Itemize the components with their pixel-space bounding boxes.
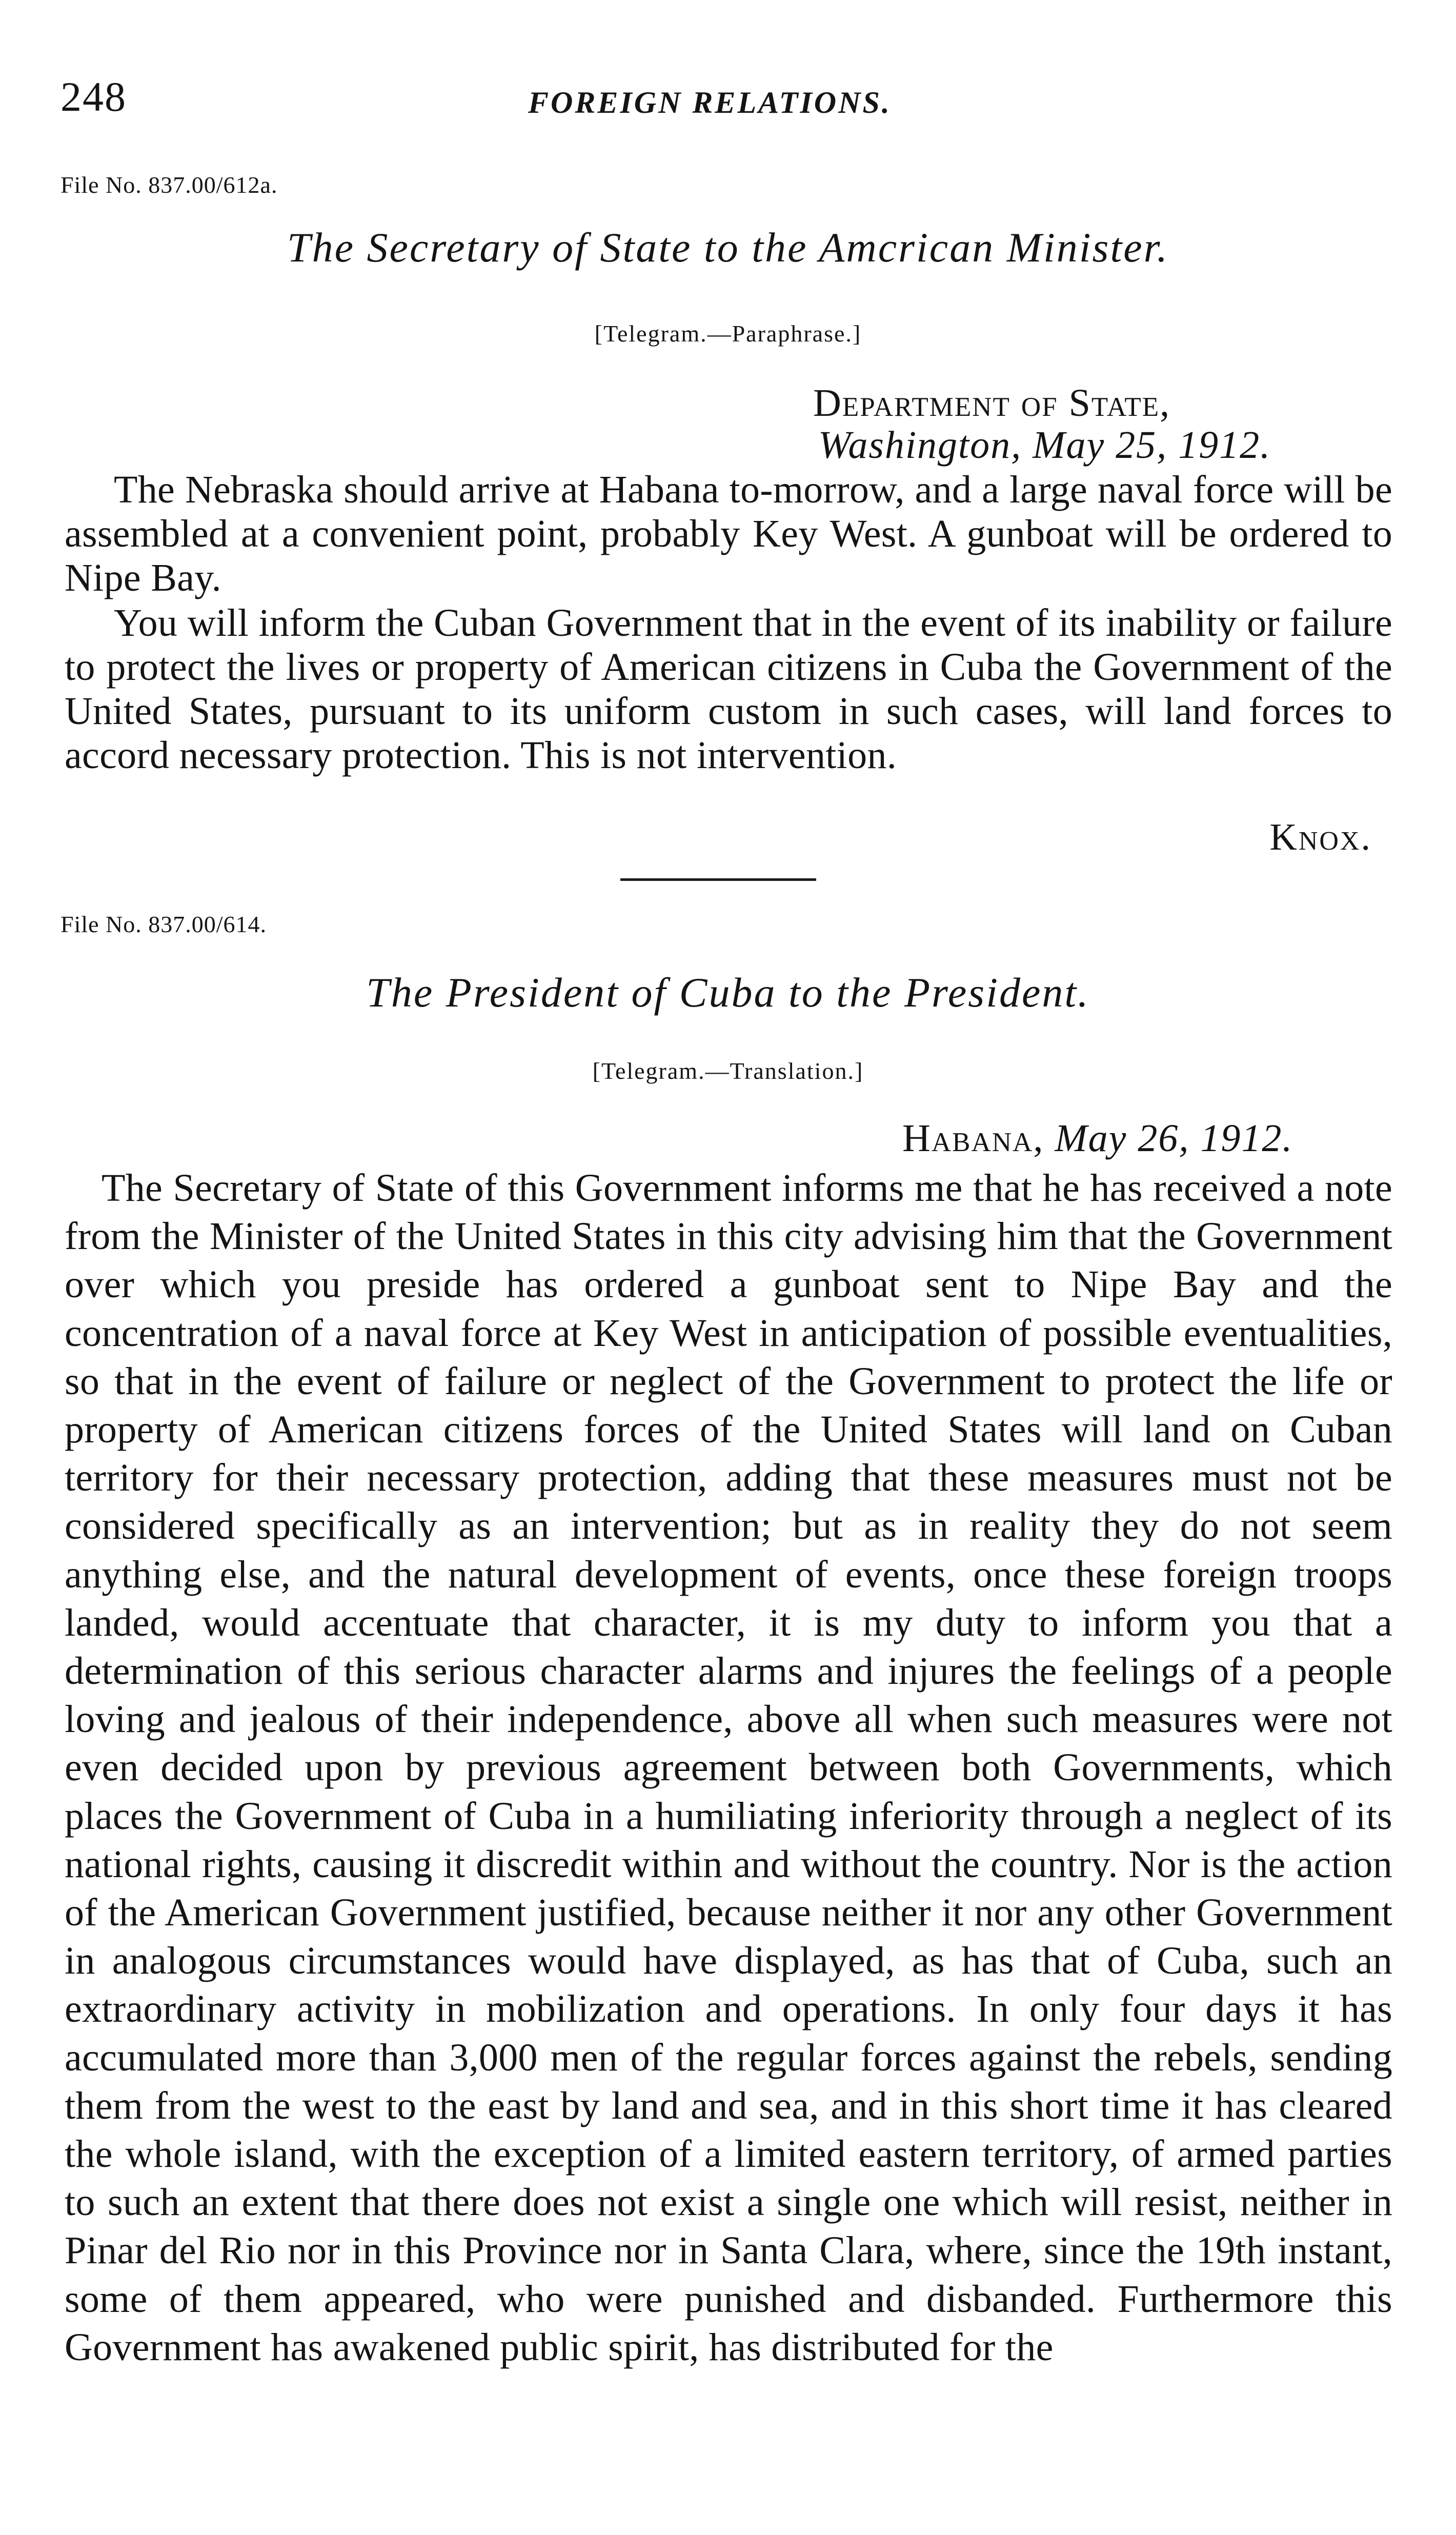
body-paragraph: You will inform the Cuban Government that in the event of its inability or failure to protect the lives or property of American citizens in Cuba the Government of the United States, pursuant to its uniform custom in such cases, will land forces to accord necessary protection. This is not intervention. <box>65 601 1392 777</box>
telegram-note: [Telegram.—Paraphrase.] <box>594 320 862 347</box>
document-heading: The Secretary of State to the Amcrican Minister. <box>287 224 1169 271</box>
telegram-note: [Telegram.—Translation.] <box>592 1058 864 1084</box>
file-number: File No. 837.00/614. <box>60 911 267 937</box>
file-number: File No. 837.00/612a. <box>60 172 278 198</box>
dateline-place: Department of State, <box>813 381 1171 425</box>
dateline <box>902 1119 1293 1158</box>
dateline-date: May 26, 1912. <box>1055 1117 1293 1160</box>
running-title: FOREIGN RELATIONS. <box>528 86 892 119</box>
dateline-date: Washington, May 25, 1912. <box>818 424 1271 467</box>
section-divider <box>620 878 816 881</box>
document-heading: The President of Cuba to the President. <box>366 969 1090 1016</box>
body-paragraph: The Nebraska should arrive at Habana to-morrow, and a large naval force will be assembled at a convenient point, probably Key West. A gunboat will be ordered to Nipe Bay. <box>65 468 1392 599</box>
signature: Knox. <box>1269 816 1372 858</box>
page-number: 248 <box>60 73 127 120</box>
body-paragraph: The Secretary of State of this Government informs me that he has received a note from the Minister of the United States in this city advising him that the Government over which you preside has ordered a gunboat sent to Nipe Bay and the concentration of a naval force at Key West in anticipation of possible eventualities, so that in the event of failure or neglect of the Government to protect the life or property of American citizens forces of the United States will land on Cuban territory for their necessary protection, adding that these measures must not be considered specifically as an intervention; but as in reality they do not seem anything else, and the natural development of events, once these foreign troops landed, would accentuate that character, it is my duty to inform you that a determination of this serious character alarms and injures the feelings of a people loving and jealous of their independence, above all when such measures were not even decided upon by previous agreement between both Governments, which places the Government of Cuba in a humiliating inferiority through a neglect of its national rights, causing it discredit within and without the country. Nor is the action of the American Government justified, because neither it nor any other Government in analogous circumstances would have displayed, as has that of Cuba, such an extraordinary activity in mobilization and operations. In only four days it has accumulated more than 3,000 men of the regular forces against the rebels, sending them from the west to the east by land and sea, and in this short time it has cleared the whole island, with the exception of a limited eastern territory, of armed parties to such an extent that there does not exist a single one which will resist, neither in Pinar del Rio nor in this Province nor in Santa Clara, where, since the 19th instant, some of them appeared, who were punished and disbanded. Furthermore this Government has awakened public spirit, has distributed for the <box>65 1166 1392 2369</box>
dateline-place: Habana, <box>902 1117 1044 1160</box>
